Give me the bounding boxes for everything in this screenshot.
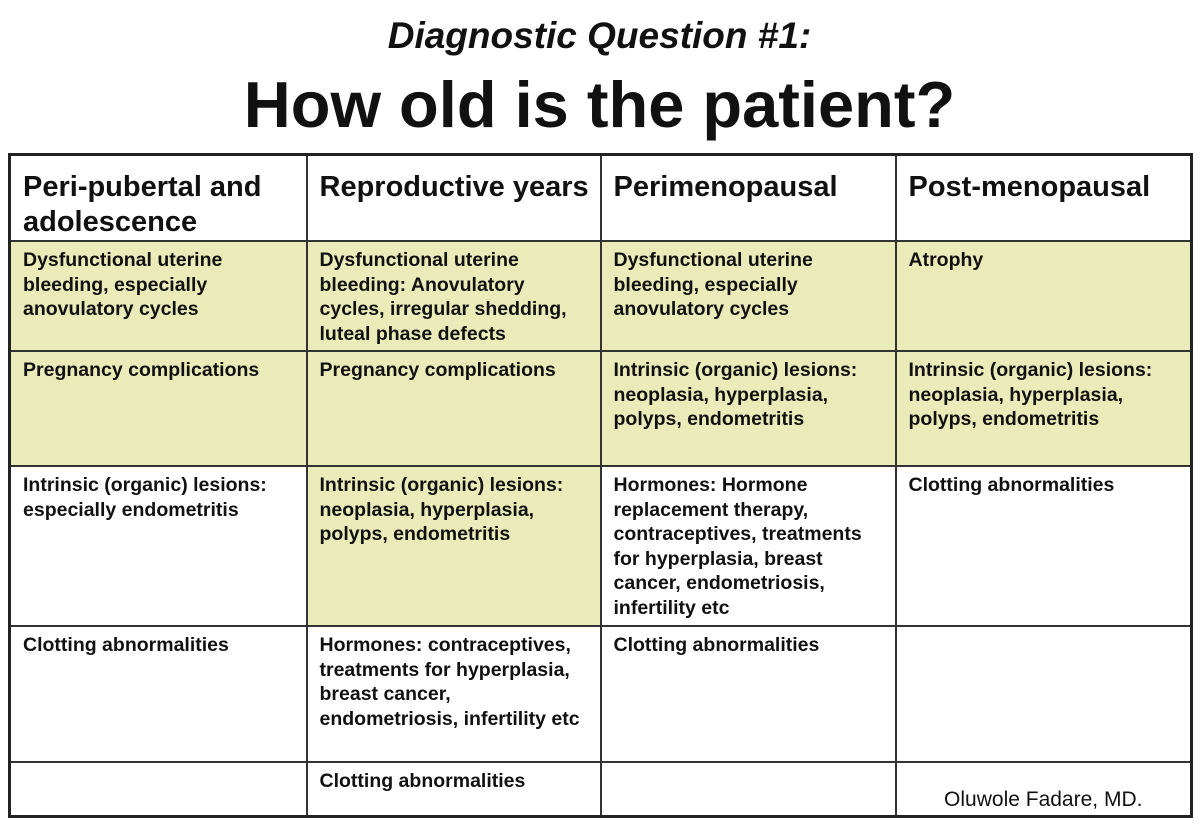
header-reproductive: Reproductive years [307,155,601,242]
table-cell: Clotting abnormalities [10,626,307,762]
table-cell: Pregnancy complications [10,351,307,466]
table-cell: Pregnancy complications [307,351,601,466]
table-row [10,762,1192,816]
table-cell: Atrophy [896,241,1192,351]
table-cell: Dysfunctional uterine bleeding, especially anovulatory cycles [601,241,896,351]
table-row [10,466,1192,626]
header-perimenopausal: Perimenopausal [601,155,896,242]
header-post-menopausal: Post-menopausal [896,155,1192,242]
table-row [10,241,1192,351]
table-cell: Intrinsic (organic) lesions: neoplasia, hyperplasia, polyps, endometritis [896,351,1192,466]
table-cell: Intrinsic (organic) lesions: especially endometritis [10,466,307,626]
table-cell: Clotting abnormalities [307,762,601,816]
table-cell [10,762,307,816]
header-row [10,155,1192,242]
table-cell: Hormones: contraceptives, treatments for hyperplasia, breast cancer, endometriosis, infertility etc [307,626,601,762]
table-cell: Dysfunctional uterine bleeding: Anovulatory cycles, irregular shedding, luteal phase defects [307,241,601,351]
table-cell: Intrinsic (organic) lesions: neoplasia, hyperplasia, polyps, endometritis [307,466,601,626]
table-cell: Clotting abnormalities [896,466,1192,626]
table-cell [601,762,896,816]
header-peri-pubertal: Peri-pubertal and adolescence [10,155,307,242]
subtitle: Diagnostic Question #1: [387,15,812,56]
table-row [10,626,1192,762]
table-row [10,351,1192,466]
age-differential-table [8,153,1193,818]
credit-cell [896,762,1192,816]
table-cell [896,626,1192,762]
table-cell: Hormones: Hormone replacement therapy, contraceptives, treatments for hyperplasia, breast cancer, endometriosis, infertility etc [601,466,896,626]
table-cell: Dysfunctional uterine bleeding, especially anovulatory cycles [10,241,307,351]
page-title: How old is the patient? [243,68,956,141]
author-credit: Oluwole Fadare, MD. [944,787,1143,811]
table-cell: Intrinsic (organic) lesions: neoplasia, hyperplasia, polyps, endometritis [601,351,896,466]
table-cell: Clotting abnormalities [601,626,896,762]
